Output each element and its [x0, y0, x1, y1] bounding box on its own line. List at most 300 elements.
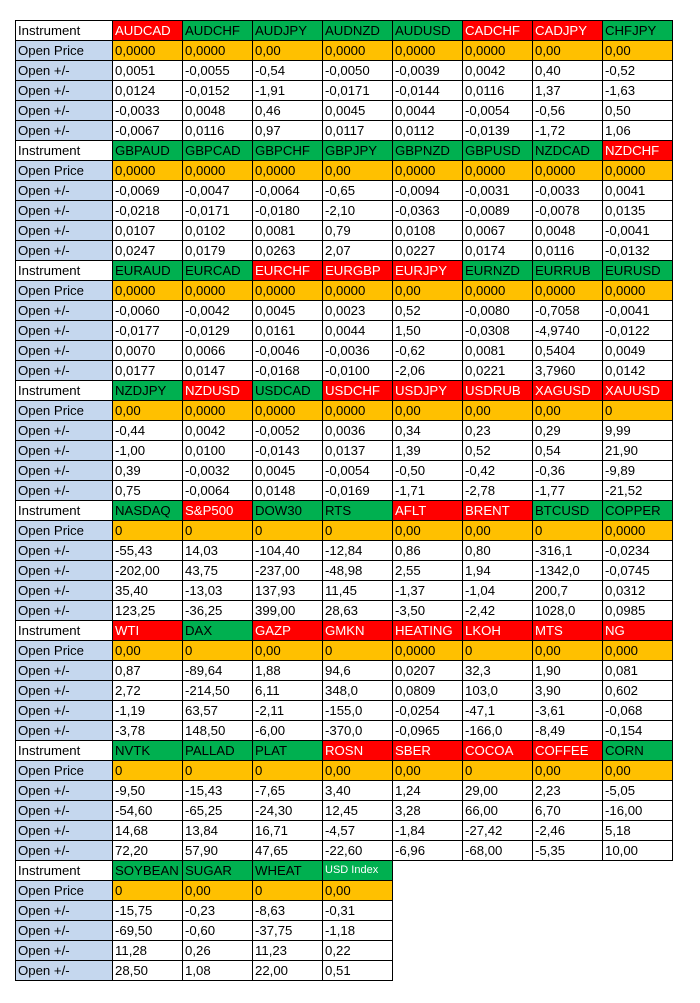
open-change-cell: 0,26 [183, 941, 253, 961]
open-change-cell: -0,62 [393, 341, 463, 361]
open-change-cell: -1,18 [323, 921, 393, 941]
open-change-cell: 5,18 [603, 821, 673, 841]
open-change-cell: 200,7 [533, 581, 603, 601]
instrument-name-cell: NZDJPY [113, 381, 183, 401]
open-change-cell: 0,0221 [463, 361, 533, 381]
open-price-label: Open Price [16, 401, 113, 421]
instrument-name-cell: USDRUB [463, 381, 533, 401]
open-change-label: Open +/- [16, 601, 113, 621]
open-price-cell: 0,00 [253, 41, 323, 61]
instrument-name-cell: NZDUSD [183, 381, 253, 401]
empty-cell [393, 861, 463, 881]
open-change-cell: 0,0116 [463, 81, 533, 101]
instrument-header-row [16, 861, 673, 881]
open-price-cell: 0,0000 [603, 281, 673, 301]
open-change-cell: 0,0107 [113, 221, 183, 241]
open-change-label: Open +/- [16, 181, 113, 201]
open-price-cell: 0,0000 [253, 161, 323, 181]
open-change-cell: -0,0745 [603, 561, 673, 581]
open-change-cell: -0,0054 [463, 101, 533, 121]
instrument-header-row [16, 381, 673, 401]
open-change-cell: -0,42 [463, 461, 533, 481]
open-price-cell: 0,0000 [533, 281, 603, 301]
instrument-label: Instrument [16, 141, 113, 161]
instrument-name-cell: AUDCAD [113, 21, 183, 41]
open-change-cell: 0,79 [323, 221, 393, 241]
open-change-cell: -27,42 [463, 821, 533, 841]
open-change-cell: 6,11 [253, 681, 323, 701]
instrument-name-cell: NASDAQ [113, 501, 183, 521]
empty-cell [463, 921, 533, 941]
open-change-cell: -0,0042 [183, 301, 253, 321]
open-change-row [16, 101, 673, 121]
open-change-cell: -0,0080 [463, 301, 533, 321]
open-change-cell: 43,75 [183, 561, 253, 581]
instrument-name-cell: COFFEE [533, 741, 603, 761]
open-change-label: Open +/- [16, 681, 113, 701]
instrument-label: Instrument [16, 381, 113, 401]
open-change-cell: 0,40 [533, 61, 603, 81]
open-change-cell: 1,50 [393, 321, 463, 341]
instrument-name-cell: RTS [323, 501, 393, 521]
open-change-label: Open +/- [16, 341, 113, 361]
instrument-sheet [15, 20, 673, 981]
empty-cell [393, 941, 463, 961]
instrument-name-cell: CHFJPY [603, 21, 673, 41]
open-change-label: Open +/- [16, 701, 113, 721]
open-change-label: Open +/- [16, 721, 113, 741]
open-change-cell: -0,0218 [113, 201, 183, 221]
open-price-cell: 0,00 [463, 521, 533, 541]
empty-cell [463, 901, 533, 921]
instrument-label: Instrument [16, 261, 113, 281]
empty-cell [603, 901, 673, 921]
instrument-name-cell: USDJPY [393, 381, 463, 401]
open-change-cell: -0,0254 [393, 701, 463, 721]
open-change-cell: 0,0081 [253, 221, 323, 241]
open-change-cell: 11,45 [323, 581, 393, 601]
open-change-row [16, 241, 673, 261]
open-change-cell: -0,0039 [393, 61, 463, 81]
open-change-cell: 0,0124 [113, 81, 183, 101]
open-change-cell: 1,24 [393, 781, 463, 801]
instrument-header-row [16, 501, 673, 521]
open-change-cell: 137,93 [253, 581, 323, 601]
open-price-row [16, 401, 673, 421]
instrument-name-cell: GBPCAD [183, 141, 253, 161]
open-change-cell: 0,0045 [323, 101, 393, 121]
open-change-cell: -0,65 [323, 181, 393, 201]
open-change-cell: 21,90 [603, 441, 673, 461]
open-change-cell: -0,0129 [183, 321, 253, 341]
open-price-cell: 0,0000 [323, 401, 393, 421]
open-change-cell: 0,97 [253, 121, 323, 141]
open-change-label: Open +/- [16, 921, 113, 941]
open-price-cell: 0 [463, 641, 533, 661]
open-change-row [16, 361, 673, 381]
open-change-cell: 0,0263 [253, 241, 323, 261]
open-price-cell: 0 [113, 881, 183, 901]
open-change-cell: -1,91 [253, 81, 323, 101]
open-change-cell: 1028,0 [533, 601, 603, 621]
open-change-row [16, 921, 673, 941]
open-change-cell: -0,0100 [323, 361, 393, 381]
open-price-label: Open Price [16, 881, 113, 901]
open-change-cell: 0,0044 [323, 321, 393, 341]
open-change-label: Open +/- [16, 461, 113, 481]
open-change-cell: -0,0139 [463, 121, 533, 141]
open-change-cell: -89,64 [183, 661, 253, 681]
open-change-cell: -0,0965 [393, 721, 463, 741]
open-price-cell: 0 [253, 761, 323, 781]
open-change-cell: -155,0 [323, 701, 393, 721]
empty-cell [463, 941, 533, 961]
instrument-label: Instrument [16, 501, 113, 521]
open-change-cell: -0,0143 [253, 441, 323, 461]
open-change-cell: -0,54 [253, 61, 323, 81]
open-price-row [16, 281, 673, 301]
open-price-cell: 0,0000 [323, 281, 393, 301]
open-change-label: Open +/- [16, 121, 113, 141]
empty-cell [603, 921, 673, 941]
open-change-cell: 0,0045 [253, 461, 323, 481]
open-change-cell: 123,25 [113, 601, 183, 621]
open-change-cell: -1,77 [533, 481, 603, 501]
open-change-cell: 2,07 [323, 241, 393, 261]
open-change-row [16, 201, 673, 221]
empty-cell [393, 901, 463, 921]
instrument-name-cell: GMKN [323, 621, 393, 641]
open-change-cell: -0,0177 [113, 321, 183, 341]
open-change-cell: -1,84 [393, 821, 463, 841]
open-change-row [16, 721, 673, 741]
empty-cell [533, 941, 603, 961]
open-price-cell: 0,0000 [393, 41, 463, 61]
instrument-name-cell: USD Index [323, 861, 393, 881]
instrument-name-cell: PLAT [253, 741, 323, 761]
open-price-row [16, 641, 673, 661]
instrument-name-cell: SUGAR [183, 861, 253, 881]
open-change-cell: -0,0041 [603, 301, 673, 321]
open-price-cell: 0 [533, 521, 603, 541]
open-change-cell: 399,00 [253, 601, 323, 621]
open-change-cell: 0,0147 [183, 361, 253, 381]
instrument-name-cell: GBPUSD [463, 141, 533, 161]
instrument-table [15, 20, 673, 981]
open-change-cell: 57,90 [183, 841, 253, 861]
open-change-cell: 3,90 [533, 681, 603, 701]
open-change-cell: 0,54 [533, 441, 603, 461]
open-change-row [16, 901, 673, 921]
open-change-cell: 0,0809 [393, 681, 463, 701]
open-change-cell: -0,0046 [253, 341, 323, 361]
instrument-name-cell: XAGUSD [533, 381, 603, 401]
open-change-cell: 1,39 [393, 441, 463, 461]
instrument-name-cell: NVTK [113, 741, 183, 761]
instrument-name-cell: WHEAT [253, 861, 323, 881]
open-change-cell: -166,0 [463, 721, 533, 741]
open-price-cell: 0,00 [603, 761, 673, 781]
open-change-cell: -3,78 [113, 721, 183, 741]
open-change-cell: 63,57 [183, 701, 253, 721]
open-change-cell: 0,34 [393, 421, 463, 441]
open-price-cell: 0,0000 [463, 281, 533, 301]
open-change-cell: -214,50 [183, 681, 253, 701]
open-change-cell: -0,7058 [533, 301, 603, 321]
open-change-cell: -0,0089 [463, 201, 533, 221]
open-price-label: Open Price [16, 641, 113, 661]
open-change-label: Open +/- [16, 301, 113, 321]
open-change-cell: 0,0070 [113, 341, 183, 361]
open-price-cell: 0 [463, 761, 533, 781]
open-price-cell: 0,0000 [183, 41, 253, 61]
empty-cell [463, 861, 533, 881]
open-price-row [16, 41, 673, 61]
open-change-cell: -0,0064 [253, 181, 323, 201]
open-change-cell: 0,0116 [533, 241, 603, 261]
open-change-cell: -0,0363 [393, 201, 463, 221]
open-change-cell: -68,00 [463, 841, 533, 861]
open-price-cell: 0,00 [603, 41, 673, 61]
open-change-cell: 1,90 [533, 661, 603, 681]
open-price-cell: 0,00 [393, 761, 463, 781]
instrument-name-cell: COCOA [463, 741, 533, 761]
open-change-cell: -0,0054 [323, 461, 393, 481]
open-change-cell: -0,0144 [393, 81, 463, 101]
open-change-cell: 0,0102 [183, 221, 253, 241]
instrument-name-cell: GBPAUD [113, 141, 183, 161]
open-change-cell: -47,1 [463, 701, 533, 721]
instrument-name-cell: EURJPY [393, 261, 463, 281]
open-change-cell: 0,0137 [323, 441, 393, 461]
open-change-cell: -0,44 [113, 421, 183, 441]
open-change-cell: -5,35 [533, 841, 603, 861]
open-change-cell: 2,55 [393, 561, 463, 581]
open-change-cell: 0,0100 [183, 441, 253, 461]
open-price-cell: 0,000 [603, 641, 673, 661]
instrument-name-cell: SOYBEAN [113, 861, 183, 881]
open-change-cell: 0,0042 [463, 61, 533, 81]
open-change-cell: 0,0023 [323, 301, 393, 321]
open-change-cell: 3,40 [323, 781, 393, 801]
open-change-label: Open +/- [16, 941, 113, 961]
open-change-cell: 0,0044 [393, 101, 463, 121]
instrument-name-cell: MTS [533, 621, 603, 641]
instrument-name-cell: DOW30 [253, 501, 323, 521]
open-price-cell: 0 [323, 521, 393, 541]
instrument-name-cell: LKOH [463, 621, 533, 641]
open-change-cell: -0,0064 [183, 481, 253, 501]
open-change-cell: 0,52 [463, 441, 533, 461]
open-price-cell: 0,00 [463, 401, 533, 421]
empty-cell [533, 921, 603, 941]
open-change-cell: 0,0177 [113, 361, 183, 381]
instrument-name-cell: NG [603, 621, 673, 641]
open-change-cell: -2,10 [323, 201, 393, 221]
open-change-cell: -0,0050 [323, 61, 393, 81]
open-change-cell: 0,081 [603, 661, 673, 681]
open-change-cell: -2,11 [253, 701, 323, 721]
open-change-cell: -4,9740 [533, 321, 603, 341]
open-price-label: Open Price [16, 281, 113, 301]
open-price-cell: 0,0000 [183, 281, 253, 301]
instrument-name-cell: COPPER [603, 501, 673, 521]
instrument-name-cell: WTI [113, 621, 183, 641]
open-change-cell: 0,0247 [113, 241, 183, 261]
instrument-name-cell: GBPCHF [253, 141, 323, 161]
open-change-cell: -104,40 [253, 541, 323, 561]
instrument-name-cell: CADCHF [463, 21, 533, 41]
open-change-row [16, 481, 673, 501]
open-change-cell: 0,75 [113, 481, 183, 501]
open-change-row [16, 341, 673, 361]
open-change-cell: 148,50 [183, 721, 253, 741]
open-change-row [16, 601, 673, 621]
open-change-cell: 94,6 [323, 661, 393, 681]
open-change-cell: 1,08 [183, 961, 253, 981]
open-change-label: Open +/- [16, 321, 113, 341]
open-change-label: Open +/- [16, 421, 113, 441]
open-change-cell: 0,86 [393, 541, 463, 561]
open-change-cell: -370,0 [323, 721, 393, 741]
open-change-cell: -8,63 [253, 901, 323, 921]
open-change-row [16, 441, 673, 461]
open-change-label: Open +/- [16, 481, 113, 501]
open-change-cell: -1,04 [463, 581, 533, 601]
open-change-cell: 0,0985 [603, 601, 673, 621]
open-price-cell: 0,0000 [183, 161, 253, 181]
open-change-cell: 1,37 [533, 81, 603, 101]
open-change-cell: -0,0041 [603, 221, 673, 241]
open-change-cell: 3,28 [393, 801, 463, 821]
open-change-cell: -0,0132 [603, 241, 673, 261]
open-change-cell: -1,72 [533, 121, 603, 141]
open-change-cell: 0,29 [533, 421, 603, 441]
open-change-label: Open +/- [16, 781, 113, 801]
open-change-cell: 0,0051 [113, 61, 183, 81]
open-change-cell: 0,50 [603, 101, 673, 121]
open-change-cell: 0,0116 [183, 121, 253, 141]
open-change-cell: -1,37 [393, 581, 463, 601]
open-change-row [16, 321, 673, 341]
open-change-cell: -6,00 [253, 721, 323, 741]
instrument-header-row [16, 261, 673, 281]
open-change-cell: 29,00 [463, 781, 533, 801]
open-price-cell: 0 [113, 521, 183, 541]
open-change-cell: -22,60 [323, 841, 393, 861]
open-change-row [16, 801, 673, 821]
open-change-cell: 0,0161 [253, 321, 323, 341]
open-change-label: Open +/- [16, 561, 113, 581]
empty-cell [463, 881, 533, 901]
open-change-label: Open +/- [16, 581, 113, 601]
open-change-cell: 0,0048 [533, 221, 603, 241]
open-price-cell: 0,0000 [253, 281, 323, 301]
open-change-cell: 14,03 [183, 541, 253, 561]
open-change-cell: 1,88 [253, 661, 323, 681]
open-change-cell: -0,52 [603, 61, 673, 81]
open-change-cell: -0,0180 [253, 201, 323, 221]
open-change-cell: -8,49 [533, 721, 603, 741]
open-change-cell: 0,0081 [463, 341, 533, 361]
open-price-cell: 0,0000 [393, 161, 463, 181]
open-change-row [16, 581, 673, 601]
open-price-cell: 0,00 [183, 881, 253, 901]
open-change-row [16, 221, 673, 241]
open-change-cell: -2,78 [463, 481, 533, 501]
open-change-cell: -24,30 [253, 801, 323, 821]
open-change-cell: 0,0066 [183, 341, 253, 361]
open-price-row [16, 161, 673, 181]
open-change-cell: 1,06 [603, 121, 673, 141]
open-change-cell: 0,22 [323, 941, 393, 961]
open-price-cell: 0,00 [533, 641, 603, 661]
open-change-label: Open +/- [16, 821, 113, 841]
open-change-row [16, 941, 673, 961]
open-change-cell: 0,0041 [603, 181, 673, 201]
open-change-cell: -1,19 [113, 701, 183, 721]
open-change-cell: 0,0108 [393, 221, 463, 241]
open-change-cell: 0,0036 [323, 421, 393, 441]
open-change-cell: -3,50 [393, 601, 463, 621]
instrument-name-cell: S&P500 [183, 501, 253, 521]
empty-cell [533, 861, 603, 881]
empty-cell [603, 961, 673, 981]
open-price-row [16, 881, 673, 901]
open-price-cell: 0,0000 [113, 281, 183, 301]
instrument-label: Instrument [16, 21, 113, 41]
open-change-cell: -0,0122 [603, 321, 673, 341]
open-change-row [16, 781, 673, 801]
open-change-row [16, 841, 673, 861]
instrument-name-cell: XAUUSD [603, 381, 673, 401]
open-change-cell: -65,25 [183, 801, 253, 821]
open-change-cell: 6,70 [533, 801, 603, 821]
open-change-row [16, 701, 673, 721]
open-price-cell: 0,00 [533, 761, 603, 781]
open-change-row [16, 61, 673, 81]
open-change-cell: 0,46 [253, 101, 323, 121]
open-price-cell: 0,0000 [603, 521, 673, 541]
open-price-cell: 0,00 [533, 41, 603, 61]
open-change-cell: 0,0148 [253, 481, 323, 501]
instrument-name-cell: GBPJPY [323, 141, 393, 161]
open-change-cell: 28,63 [323, 601, 393, 621]
instrument-name-cell: EURGBP [323, 261, 393, 281]
open-change-cell: -0,0069 [113, 181, 183, 201]
open-change-label: Open +/- [16, 961, 113, 981]
instrument-name-cell: DAX [183, 621, 253, 641]
open-change-cell: -54,60 [113, 801, 183, 821]
open-change-cell: 2,72 [113, 681, 183, 701]
instrument-label: Instrument [16, 741, 113, 761]
open-price-cell: 0,0000 [603, 161, 673, 181]
open-change-cell: -0,0033 [533, 181, 603, 201]
open-price-cell: 0,0000 [113, 41, 183, 61]
open-change-cell: -0,0032 [183, 461, 253, 481]
open-price-cell: 0 [323, 641, 393, 661]
instrument-name-cell: AUDUSD [393, 21, 463, 41]
open-change-label: Open +/- [16, 201, 113, 221]
open-change-cell: 0,52 [393, 301, 463, 321]
open-change-cell: -3,61 [533, 701, 603, 721]
open-price-cell: 0 [183, 641, 253, 661]
open-price-cell: 0 [253, 521, 323, 541]
open-change-label: Open +/- [16, 101, 113, 121]
open-price-cell: 0,0000 [463, 161, 533, 181]
open-change-cell: -15,43 [183, 781, 253, 801]
open-change-cell: 28,50 [113, 961, 183, 981]
